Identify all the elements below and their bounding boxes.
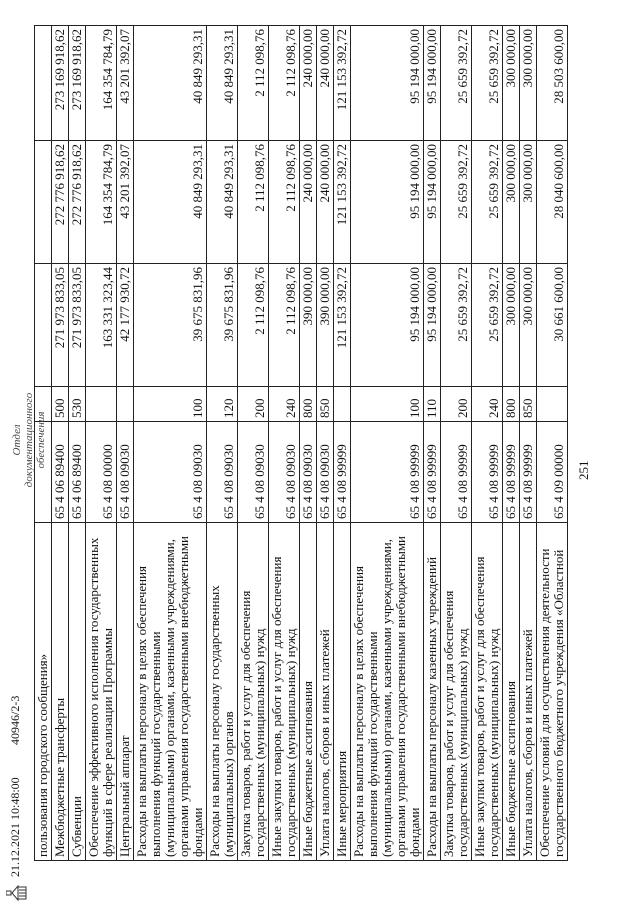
value-2024-cell: 25 659 392,72 xyxy=(472,26,503,141)
csr-code-cell: 65 4 08 09030 xyxy=(238,422,269,523)
csr-code-cell: 65 4 06 89400 xyxy=(69,422,86,523)
row-name-cell: Центральный аппарат xyxy=(117,523,134,861)
table-row xyxy=(351,26,424,861)
row-name-cell: Расходы на выплаты персоналу казенных учреждений xyxy=(424,523,441,861)
value-2022-cell: 390 000,00 xyxy=(317,264,334,387)
csr-code-cell: 65 4 08 09030 xyxy=(117,422,134,523)
value-2022-cell: 300 000,00 xyxy=(520,264,537,387)
value-2023-cell: 2 112 098,76 xyxy=(238,141,269,264)
value-2022-cell: 2 112 098,76 xyxy=(269,264,300,387)
vr-code-cell: 500 xyxy=(52,387,69,422)
value-2024-cell: 40 849 293,31 xyxy=(207,26,238,141)
row-name-cell: Расходы на выплаты персоналу государственных (муниципальных) органов xyxy=(207,523,238,861)
row-name-cell: Иные бюджетные ассигнования xyxy=(503,523,520,861)
csr-code-cell: 65 4 08 99999 xyxy=(334,422,351,523)
value-2023-cell: 28 040 600,00 xyxy=(537,141,568,264)
value-2023-cell: 43 201 392,07 xyxy=(117,141,134,264)
row-name-cell: Иные мероприятия xyxy=(334,523,351,861)
vr-code-cell: 800 xyxy=(300,387,317,422)
value-2023-cell: 95 194 000,00 xyxy=(424,141,441,264)
row-name-cell: Субвенции xyxy=(69,523,86,861)
footer-document-code: 40946/2-3 xyxy=(8,695,22,745)
document-logo xyxy=(6,885,28,901)
row-name-cell: Уплата налогов, сборов и иных платежей xyxy=(520,523,537,861)
value-2024-cell: 95 194 000,00 xyxy=(424,26,441,141)
table-row xyxy=(537,26,568,861)
vr-code-cell xyxy=(117,387,134,422)
row-name-cell: Расходы на выплаты персоналу в целях обеспечения выполнения функций государственными (муниципальными) органами, казенными учреждениями, органами управления государственными внебюджетными фондами xyxy=(134,523,207,861)
row-name-cell: Закупка товаров, работ и услуг для обеспечения государственных (муниципальных) нужд xyxy=(441,523,472,861)
row-name-cell: Уплата налогов, сборов и иных платежей xyxy=(317,523,334,861)
table-row xyxy=(69,26,86,861)
value-2024-cell: 43 201 392,07 xyxy=(117,26,134,141)
vr-code-cell: 100 xyxy=(351,387,424,422)
vr-code-cell xyxy=(86,387,117,422)
value-2023-cell: 2 112 098,76 xyxy=(269,141,300,264)
csr-code-cell: 65 4 08 09030 xyxy=(207,422,238,523)
value-2023-cell: 300 000,00 xyxy=(503,141,520,264)
table-row xyxy=(134,26,207,861)
value-2023-cell: 240 000,00 xyxy=(317,141,334,264)
footer-datetime: 21.12.2021 10:48:00 xyxy=(8,777,22,877)
csr-code-cell: 65 4 08 99999 xyxy=(520,422,537,523)
value-2024-cell: 300 000,00 xyxy=(520,26,537,141)
value-2024-cell: 28 503 600,00 xyxy=(537,26,568,141)
table-row xyxy=(207,26,238,861)
value-2022-cell: 95 194 000,00 xyxy=(424,264,441,387)
value-2023-cell: 25 659 392,72 xyxy=(441,141,472,264)
value-2024-cell: 2 112 098,76 xyxy=(269,26,300,141)
row-name-cell: Иные бюджетные ассигнования xyxy=(300,523,317,861)
value-2022-cell: 390 000,00 xyxy=(300,264,317,387)
table-row xyxy=(424,26,441,861)
value-2024-cell: 2 112 098,76 xyxy=(238,26,269,141)
vr-code-cell: 100 xyxy=(134,387,207,422)
value-2024-cell: 40 849 293,31 xyxy=(134,26,207,141)
value-2023-cell: 25 659 392,72 xyxy=(472,141,503,264)
vr-code-cell: 200 xyxy=(238,387,269,422)
vr-code-cell: 200 xyxy=(441,387,472,422)
table-row xyxy=(52,26,69,861)
value-2023-cell: 300 000,00 xyxy=(520,141,537,264)
value-2022-cell: 30 661 600,00 xyxy=(537,264,568,387)
table-row xyxy=(86,26,117,861)
budget-table-body xyxy=(35,26,568,861)
value-2022-cell: 25 659 392,72 xyxy=(441,264,472,387)
row-name-cell: Закупка товаров, работ и услуг для обеспечения государственных (муниципальных) нужд xyxy=(238,523,269,861)
value-2024-cell: 300 000,00 xyxy=(503,26,520,141)
value-2024-cell: 273 169 918,62 xyxy=(52,26,69,141)
row-name-cell: Расходы на выплаты персоналу в целях обеспечения выполнения функций государственными (муниципальными) органами, казенными учреждениями, органами управления государственными внебюджетными фондами xyxy=(351,523,424,861)
value-2022-cell: 39 675 831,96 xyxy=(134,264,207,387)
value-2022-cell: 95 194 000,00 xyxy=(351,264,424,387)
vr-code-cell xyxy=(537,387,568,422)
table-row xyxy=(472,26,503,861)
vr-code-cell: 120 xyxy=(207,387,238,422)
value-2022-cell: 2 112 098,76 xyxy=(238,264,269,387)
csr-code-cell: 65 4 08 99999 xyxy=(424,422,441,523)
value-2024-cell: 240 000,00 xyxy=(300,26,317,141)
row-name-cell: Иные закупки товаров, работ и услуг для обеспечения государственных (муниципальных) нужд xyxy=(269,523,300,861)
value-2023-cell: 40 849 293,31 xyxy=(134,141,207,264)
value-2023-cell: 240 000,00 xyxy=(300,141,317,264)
value-2023-cell: 272 776 918,62 xyxy=(52,141,69,264)
value-2022-cell: 25 659 392,72 xyxy=(472,264,503,387)
value-2024-cell: 240 000,00 xyxy=(317,26,334,141)
page-number: 251 xyxy=(576,460,591,480)
vr-code-cell: 240 xyxy=(269,387,300,422)
csr-code-cell: 65 4 08 09030 xyxy=(269,422,300,523)
table-row xyxy=(334,26,351,861)
csr-code-cell: 65 4 09 00000 xyxy=(537,422,568,523)
value-2022-cell: 163 331 323,44 xyxy=(86,264,117,387)
row-name-cell: Межбюджетные трансферты xyxy=(52,523,69,861)
table-row xyxy=(238,26,269,861)
table-row xyxy=(269,26,300,861)
csr-code-cell: 65 4 08 99999 xyxy=(351,422,424,523)
csr-code-cell: 65 4 08 99999 xyxy=(441,422,472,523)
vr-code-cell: 240 xyxy=(472,387,503,422)
row-name-cell: Обеспечение условий для осуществления деятельности государственного бюджетного учреждения «Областной xyxy=(537,523,568,861)
table-row xyxy=(300,26,317,861)
value-2024-cell: 95 194 000,00 xyxy=(351,26,424,141)
vr-code-cell: 850 xyxy=(520,387,537,422)
value-2023-cell: 40 849 293,31 xyxy=(207,141,238,264)
csr-code-cell: 65 4 08 09030 xyxy=(134,422,207,523)
csr-code-cell: 65 4 08 99999 xyxy=(472,422,503,523)
row-name-cell: пользования городского сообщения» xyxy=(35,523,52,861)
department-stamp: Отдел документационного обеспечения xyxy=(11,392,47,488)
table-row xyxy=(317,26,334,861)
csr-code-cell: 65 4 08 00000 xyxy=(86,422,117,523)
value-2024-cell: 121 153 392,72 xyxy=(334,26,351,141)
value-2022-cell: 121 153 392,72 xyxy=(334,264,351,387)
csr-code-cell: 65 4 08 99999 xyxy=(503,422,520,523)
table-row xyxy=(503,26,520,861)
value-2022-cell: 300 000,00 xyxy=(503,264,520,387)
value-2022-cell: 42 177 930,72 xyxy=(117,264,134,387)
row-name-cell: Обеспечение эффективного исполнения государственных функций в сфере реализации Программы xyxy=(86,523,117,861)
vr-code-cell: 110 xyxy=(424,387,441,422)
value-2023-cell: 121 153 392,72 xyxy=(334,141,351,264)
value-2022-cell: 39 675 831,96 xyxy=(207,264,238,387)
row-name-cell: Иные закупки товаров, работ и услуг для обеспечения государственных (муниципальных) нужд xyxy=(472,523,503,861)
value-2023-cell xyxy=(35,141,52,264)
value-2022-cell: 271 973 833,05 xyxy=(52,264,69,387)
value-2024-cell: 25 659 392,72 xyxy=(441,26,472,141)
value-2024-cell xyxy=(35,26,52,141)
value-2022-cell: 271 973 833,05 xyxy=(69,264,86,387)
table-row xyxy=(441,26,472,861)
vr-code-cell: 850 xyxy=(317,387,334,422)
table-row xyxy=(117,26,134,861)
budget-table xyxy=(34,25,568,861)
value-2023-cell: 272 776 918,62 xyxy=(69,141,86,264)
vr-code-cell xyxy=(334,387,351,422)
table-row xyxy=(520,26,537,861)
value-2024-cell: 273 169 918,62 xyxy=(69,26,86,141)
value-2022-cell xyxy=(35,264,52,387)
csr-code-cell: 65 4 06 89400 xyxy=(52,422,69,523)
csr-code-cell: 65 4 08 09030 xyxy=(317,422,334,523)
value-2024-cell: 164 354 784,79 xyxy=(86,26,117,141)
value-2023-cell: 164 354 784,79 xyxy=(86,141,117,264)
csr-code-cell: 65 4 08 09030 xyxy=(300,422,317,523)
vr-code-cell: 800 xyxy=(503,387,520,422)
value-2023-cell: 95 194 000,00 xyxy=(351,141,424,264)
vr-code-cell: 530 xyxy=(69,387,86,422)
